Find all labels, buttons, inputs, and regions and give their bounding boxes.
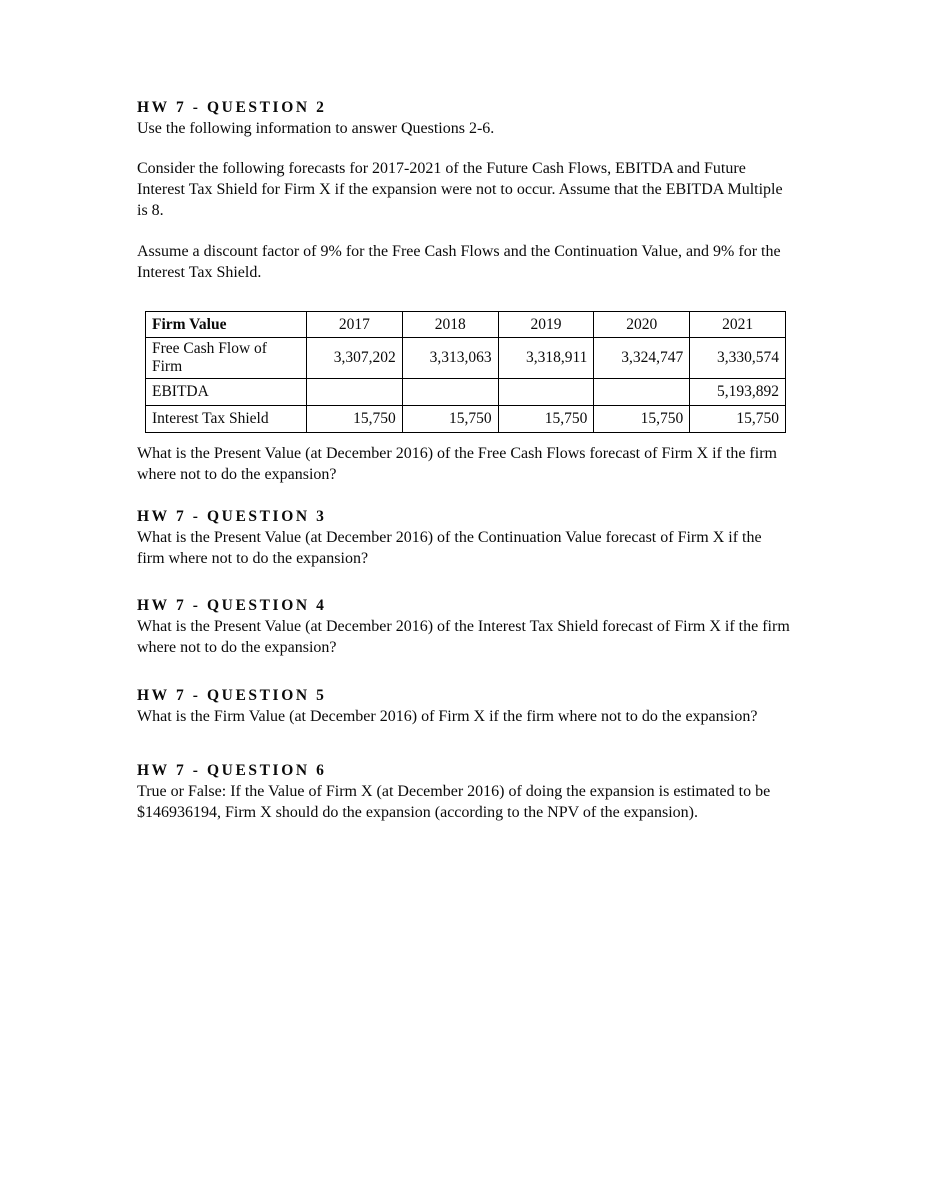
fcf-2019: 3,318,911 (498, 338, 594, 379)
q4-heading: HW 7 - QUESTION 4 (137, 597, 327, 614)
fcf-2021: 3,330,574 (690, 338, 786, 379)
header-2019: 2019 (498, 312, 594, 338)
header-2020: 2020 (594, 312, 690, 338)
q2-question-text: What is the Present Value (at December 2016) of the Free Cash Flows forecast of Firm X if the firm where not to do the expansion? (137, 445, 777, 483)
q5-question-text: What is the Firm Value (at December 2016) of Firm X if the firm where not to do the expansion? (137, 708, 758, 725)
q6-heading: HW 7 - QUESTION 6 (137, 762, 327, 779)
table-row-free-cash-flow (146, 338, 786, 379)
header-firm-value: Firm Value (146, 312, 307, 338)
header-2017: 2017 (307, 312, 403, 338)
ebitda-2021: 5,193,892 (690, 379, 786, 406)
q5-heading: HW 7 - QUESTION 5 (137, 687, 327, 704)
fcf-2017: 3,307,202 (307, 338, 403, 379)
q2-paragraph-discount: Assume a discount factor of 9% for the Free Cash Flows and the Continuation Value, and 9% for the Interest Tax Shield. (137, 243, 781, 281)
ebitda-2018 (402, 379, 498, 406)
its-2018: 15,750 (402, 406, 498, 433)
table-row-interest-tax-shield (146, 406, 786, 433)
q2-intro: Use the following information to answer Questions 2-6. (137, 120, 495, 137)
q3-question-text: What is the Present Value (at December 2016) of the Continuation Value forecast of Firm X if the firm where not to do the expansion? (137, 529, 762, 567)
its-2021: 15,750 (690, 406, 786, 433)
table-row-ebitda (146, 379, 786, 406)
ebitda-2020 (594, 379, 690, 406)
fcf-2020: 3,324,747 (594, 338, 690, 379)
row-label-ebitda: EBITDA (146, 379, 307, 406)
header-2021: 2021 (690, 312, 786, 338)
fcf-2018: 3,313,063 (402, 338, 498, 379)
its-2017: 15,750 (307, 406, 403, 433)
header-2018: 2018 (402, 312, 498, 338)
its-2019: 15,750 (498, 406, 594, 433)
q4-question-text: What is the Present Value (at December 2016) of the Interest Tax Shield forecast of Firm X if the firm where not to do the expansion? (137, 618, 790, 656)
its-2020: 15,750 (594, 406, 690, 433)
firm-value-table (145, 311, 786, 433)
table-header-row (146, 312, 786, 338)
ebitda-2017 (307, 379, 403, 406)
q3-heading: HW 7 - QUESTION 3 (137, 508, 327, 525)
row-label-interest-tax-shield: Interest Tax Shield (146, 406, 307, 433)
q2-paragraph-forecasts: Consider the following forecasts for 2017-2021 of the Future Cash Flows, EBITDA and Future Interest Tax Shield for Firm X if the expansion were not to occur. Assume that the EBITDA Multiple is 8. (137, 160, 783, 219)
q2-heading: HW 7 - QUESTION 2 (137, 99, 327, 116)
q6-question-text: True or False: If the Value of Firm X (at December 2016) of doing the expansion is estimated to be $146936194, Firm X should do the expansion (according to the NPV of the expansion). (137, 783, 771, 821)
ebitda-2019 (498, 379, 594, 406)
row-label-free-cash-flow: Free Cash Flow of Firm (146, 338, 307, 379)
